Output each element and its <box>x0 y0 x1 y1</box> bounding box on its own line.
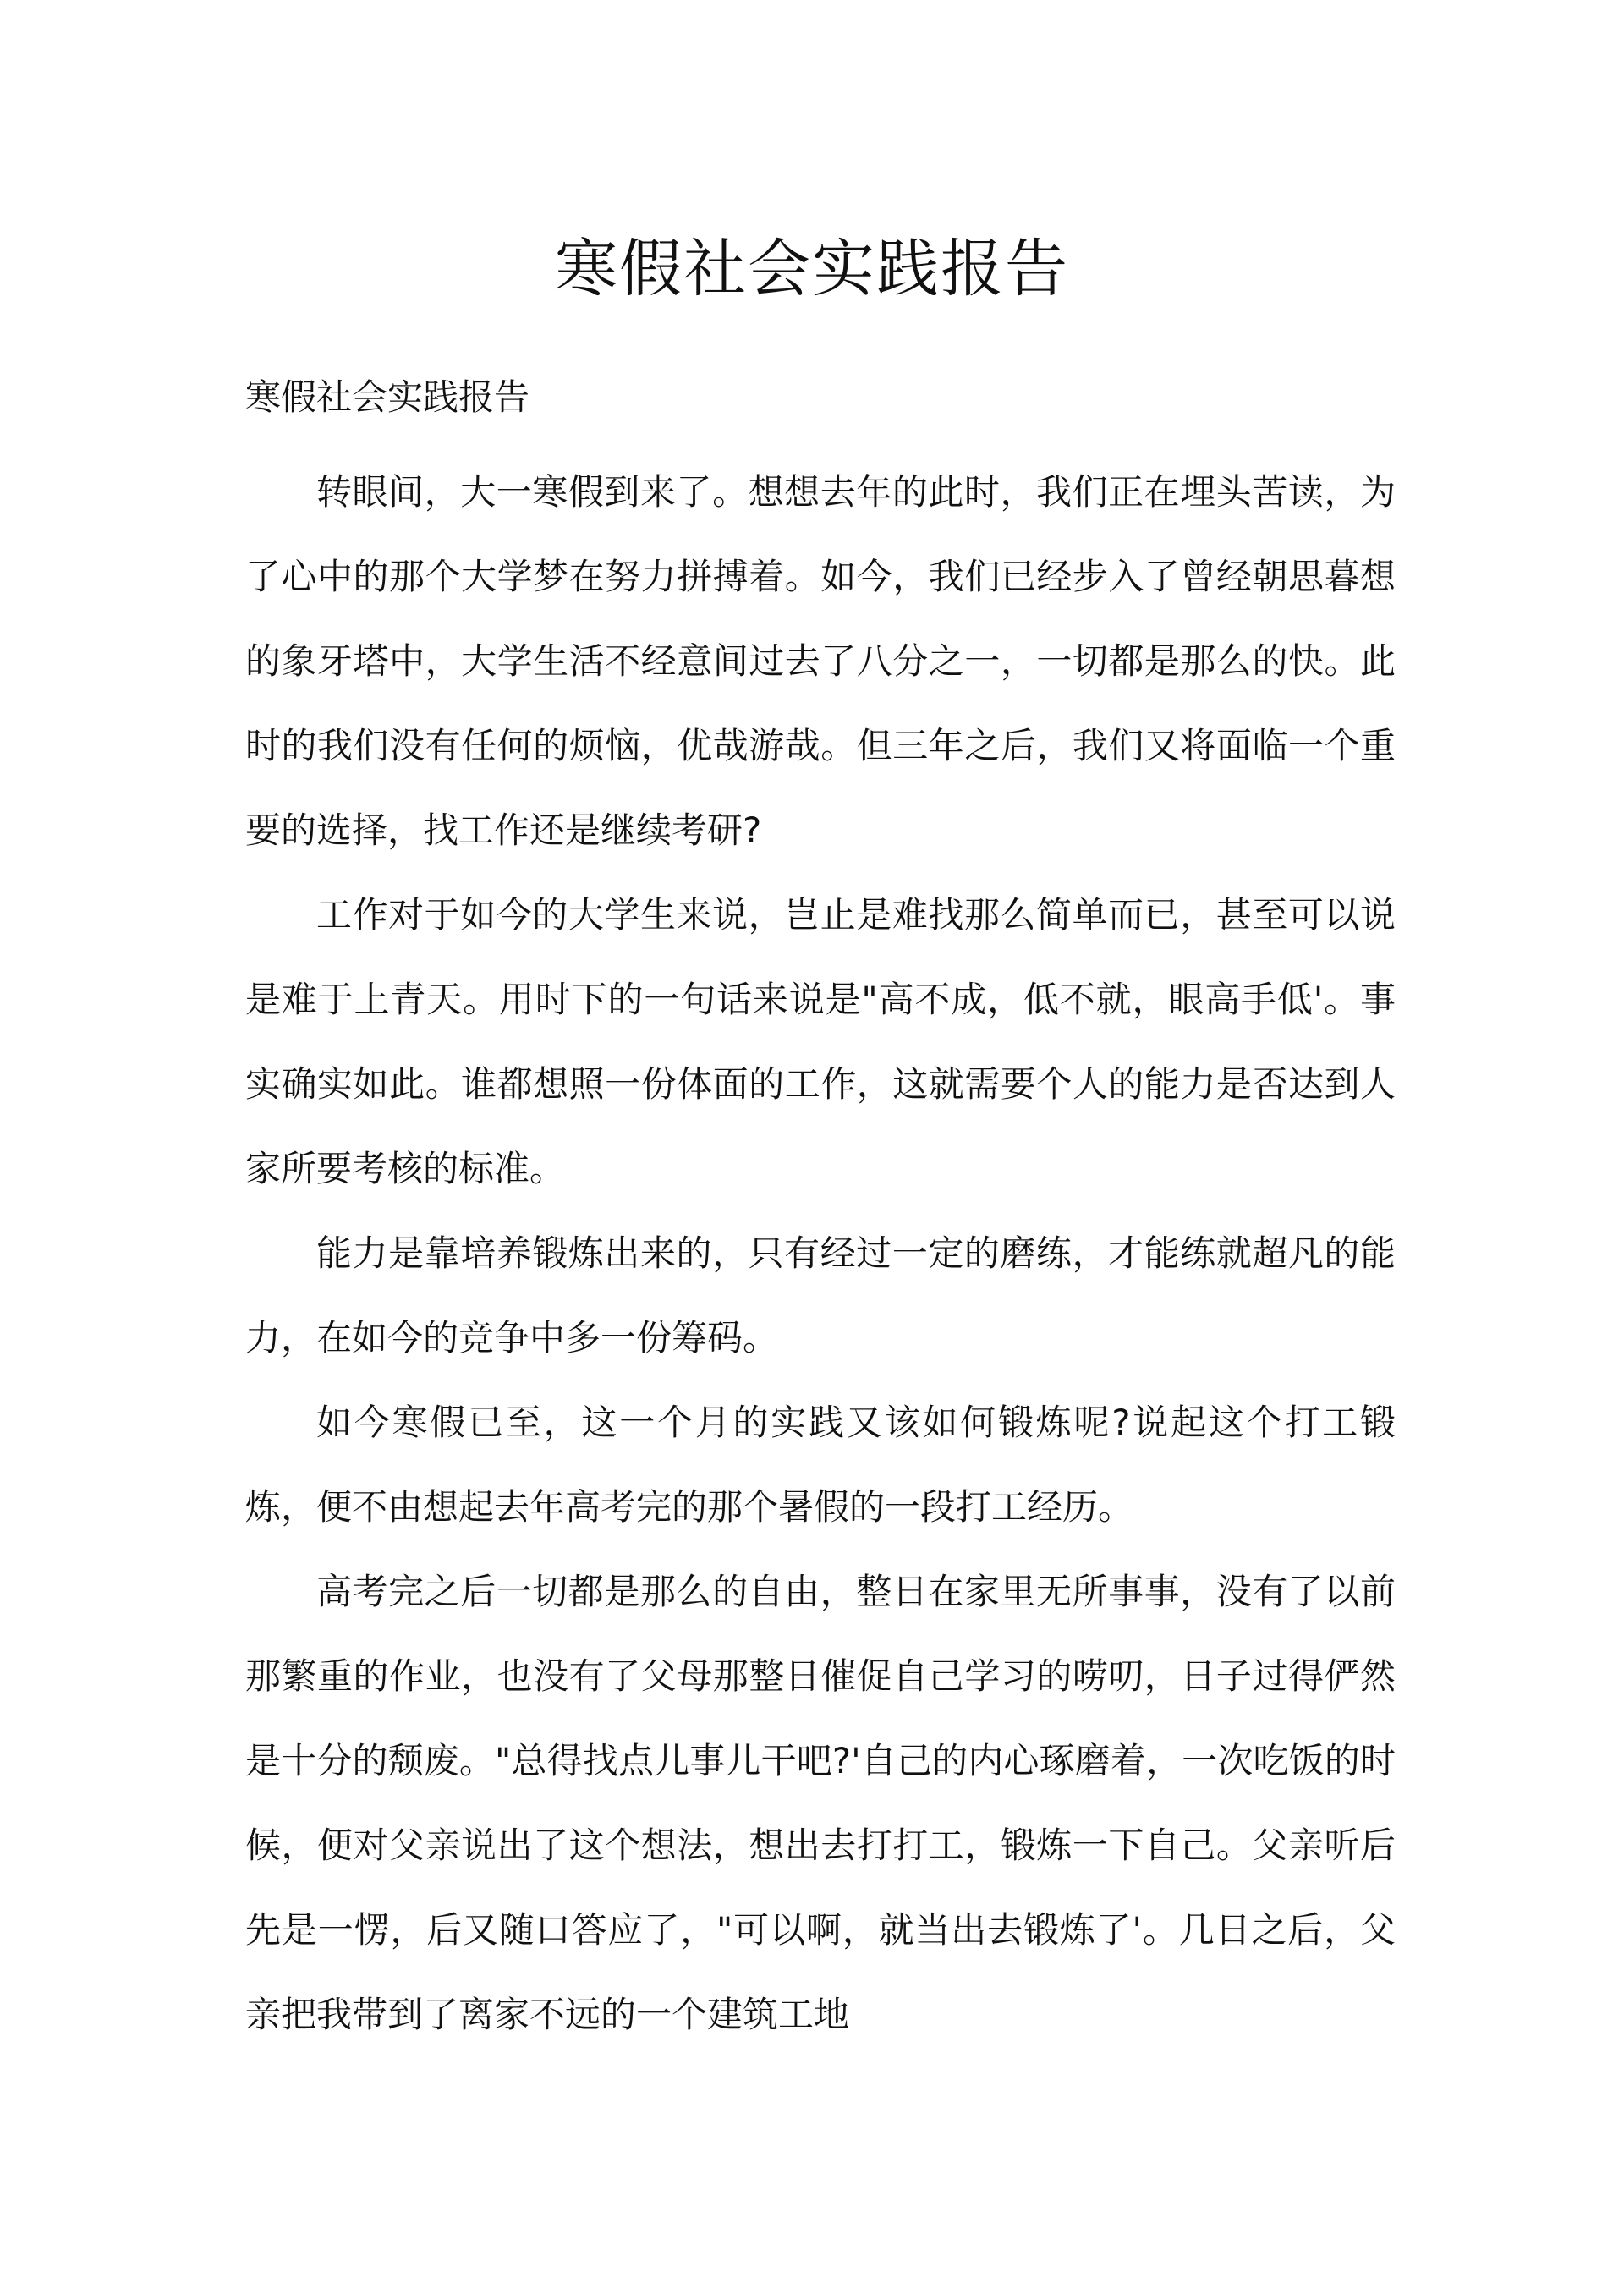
document-subtitle: 寒假社会实践报告 <box>245 376 530 418</box>
paragraph: 高考完之后一切都是那么的自由，整日在家里无所事事，没有了以前那繁重的作业，也没有了父母那整日催促自己学习的唠叨，日子过得俨然是十分的颓废。"总得找点儿事儿干吧?'自己的内心琢磨着，一次吃饭的时候，便对父亲说出了这个想法，想出去打打工，锻炼一下自己。父亲听后先是一愣，后又随口答应了，"可以啊，就当出去锻炼了'。几日之后，父亲把我带到了离家不远的一个建筑工地 <box>245 1571 1396 2035</box>
paragraph: 转眼间，大一寒假到来了。想想去年的此时，我们正在埋头苦读，为了心中的那个大学梦在努力拼搏着。如今，我们已经步入了曾经朝思暮想的象牙塔中，大学生活不经意间过去了八分之一，一切都是那么的快。此时的我们没有任何的烦恼，优哉游哉。但三年之后，我们又将面临一个重要的选择，找工作还是继续考研? <box>245 471 1396 851</box>
document-title: 寒假社会实践报告 <box>555 233 1069 305</box>
paragraph: 能力是靠培养锻炼出来的，只有经过一定的磨练，才能练就超凡的能力，在如今的竞争中多一份筹码。 <box>245 1232 1396 1358</box>
paragraph: 如今寒假已至，这一个月的实践又该如何锻炼呢?说起这个打工锻炼，便不由想起去年高考完的那个暑假的一段打工经历。 <box>245 1402 1396 1528</box>
document-body <box>245 450 1396 2057</box>
paragraph: 工作对于如今的大学生来说，岂止是难找那么简单而已，甚至可以说是难于上青天。用时下的一句话来说是"高不成，低不就，眼高手低'。事实确实如此。谁都想照一份体面的工作，这就需要个人的能力是否达到人家所要考核的标准。 <box>245 894 1396 1189</box>
